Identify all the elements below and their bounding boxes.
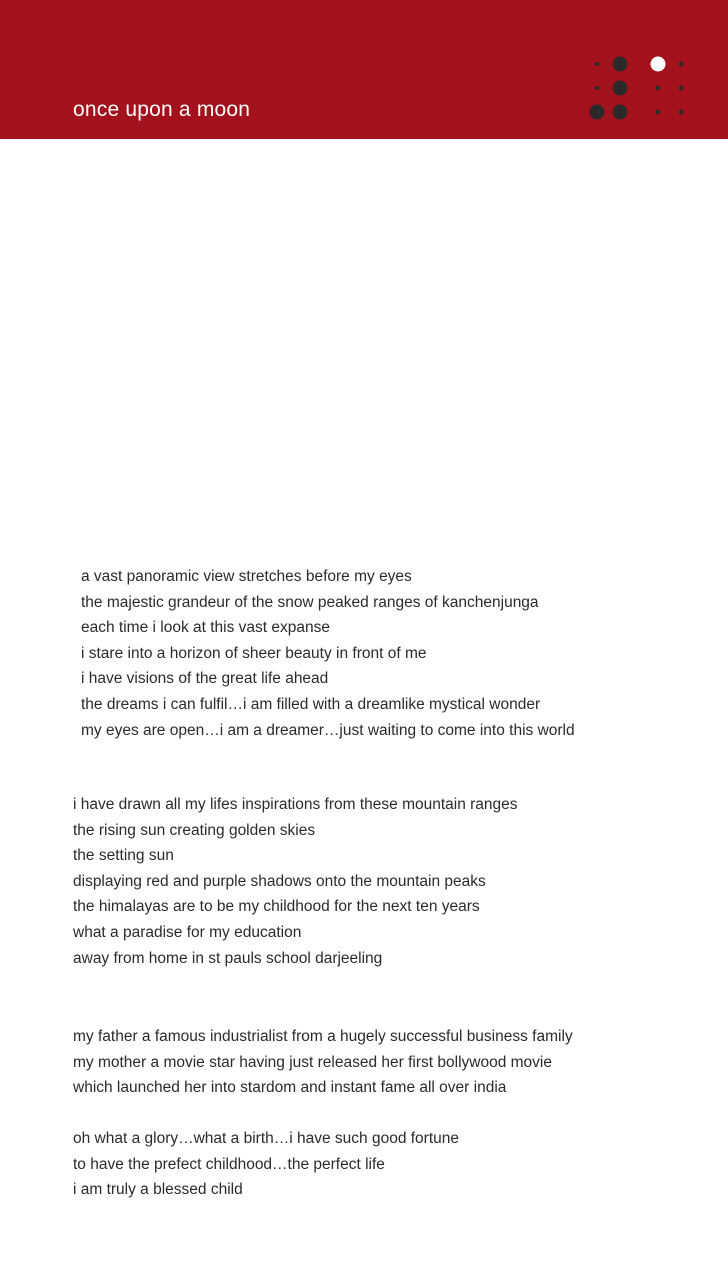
poem-line: i have visions of the great life ahead [81, 670, 329, 688]
braille-dot [613, 57, 628, 72]
braille-dot [679, 62, 684, 67]
poem-line: which launched her into stardom and instant fame all over india [73, 1079, 507, 1097]
braille-dot [679, 86, 684, 91]
poem-line: the rising sun creating golden skies [73, 821, 316, 839]
stanza-4 [73, 1126, 459, 1203]
stanza-3 [73, 1024, 573, 1101]
poem-line: away from home in st pauls school darjeeling [73, 949, 383, 967]
poem-line: the majestic grandeur of the snow peaked ranges of kanchenjunga [81, 593, 539, 611]
poem-line: what a paradise for my education [73, 923, 302, 941]
braille-dot [651, 57, 666, 72]
stanza-1 [81, 564, 575, 743]
poem-line: my eyes are open…i am a dreamer…just waiting to come into this world [81, 721, 575, 739]
poem-line: oh what a glory…what a birth…i have such good fortune [73, 1130, 460, 1147]
poem-line: the setting sun [73, 847, 174, 865]
poem-line: displaying red and purple shadows onto the mountain peaks [73, 872, 486, 890]
poem-line: my father a famous industrialist from a hugely successful business family [73, 1028, 573, 1045]
braille-dot [590, 105, 605, 120]
braille-dot [595, 86, 600, 91]
braille-dot [613, 105, 628, 120]
poem-line: i stare into a horizon of sheer beauty in front of me [81, 644, 427, 662]
braille-dot [679, 110, 684, 115]
poem-line: each time i look at this vast expanse [81, 619, 330, 637]
poem-line: i have drawn all my lifes inspirations from these mountain ranges [73, 796, 518, 813]
poem-line: a vast panoramic view stretches before my eyes [81, 568, 412, 585]
braille-dot [656, 86, 661, 91]
poem-line: to have the prefect childhood…the perfect life [73, 1155, 385, 1173]
braille-dot [656, 110, 661, 115]
poem-line: i am truly a blessed child [73, 1181, 243, 1199]
braille-dot [595, 62, 600, 67]
poem-line: my mother a movie star having just released her first bollywood movie [73, 1053, 552, 1071]
braille-dot [613, 81, 628, 96]
page-title: once upon a moon [73, 98, 251, 121]
poem-line: the himalayas are to be my childhood for the next ten years [73, 898, 480, 916]
stanza-2 [73, 792, 518, 971]
poem-line: the dreams i can fulfil…i am filled with a dreamlike mystical wonder [81, 695, 541, 713]
header-banner [0, 0, 728, 139]
